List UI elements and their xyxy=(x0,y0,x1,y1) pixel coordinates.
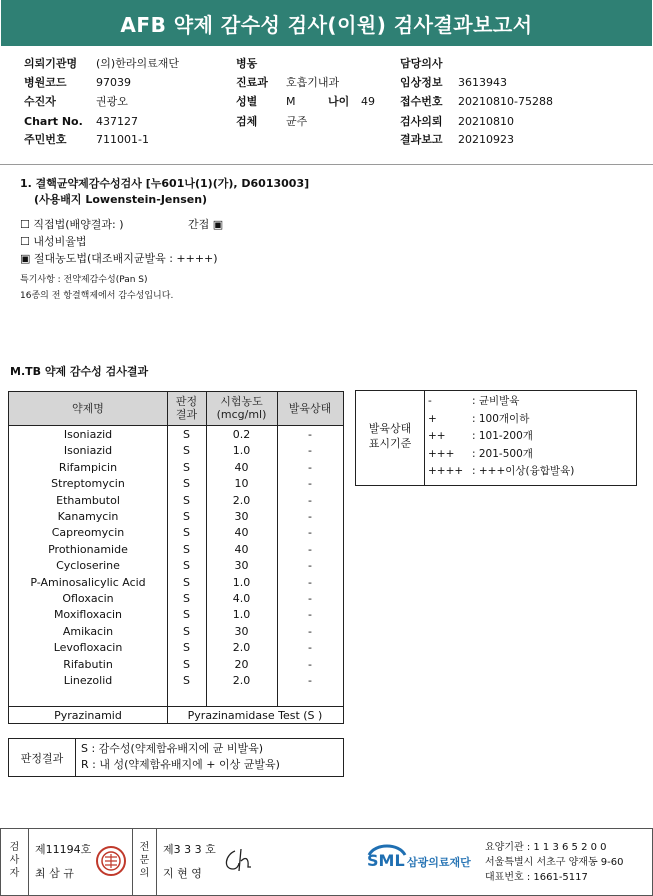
susceptibility-table xyxy=(8,391,344,724)
footer xyxy=(0,828,653,896)
legend-symbol: - xyxy=(428,395,432,407)
table-row xyxy=(9,673,345,689)
result-value: S xyxy=(183,477,190,491)
concentration-value: 40 xyxy=(234,542,249,556)
id-label: 주민번호 xyxy=(24,133,67,146)
growth-value: - xyxy=(308,559,312,573)
table-row xyxy=(9,607,345,623)
age-value: 49 xyxy=(361,95,375,108)
drug-name: Isoniazid xyxy=(63,428,113,441)
concentration-value: 40 xyxy=(234,460,249,474)
specialist-label-text: 전문의 xyxy=(139,842,150,879)
request-label: 검사의뢰 xyxy=(400,115,443,128)
growth-value: - xyxy=(308,460,312,474)
header-divider xyxy=(9,425,343,426)
growth-value: - xyxy=(308,510,312,523)
special-note-detail: 16종의 전 항결핵제에서 감수성입니다. xyxy=(20,291,174,301)
clinical-label: 임상정보 xyxy=(400,76,443,89)
growth-value: - xyxy=(308,493,312,507)
examiner-label-text: 검사자 xyxy=(9,842,20,879)
concentration-value: 2.0 xyxy=(232,674,251,687)
drug-name: Moxifloxacin xyxy=(53,608,123,622)
specialist-label xyxy=(133,841,156,880)
examiner-label-cell xyxy=(1,829,29,895)
verdict-r-line: R : 내 성(약제함유배지에 + 이상 균발육) xyxy=(81,758,280,771)
drug-name: Ethambutol xyxy=(56,493,120,507)
table-row xyxy=(9,640,345,656)
section1-title: 1. 결핵균약제감수성검사 [누601나(1)(가), D6013003] xyxy=(20,177,310,190)
request-value: 20210810 xyxy=(458,115,514,128)
result-value: S xyxy=(183,526,190,540)
drug-name: Amikacin xyxy=(62,624,114,638)
drug-name: Isoniazid xyxy=(63,444,113,458)
drug-name: Streptomycin xyxy=(51,477,125,491)
table-row xyxy=(9,509,345,525)
examiner-label xyxy=(1,841,28,880)
legend-divider xyxy=(424,391,425,485)
proportion-method-checkbox: ☐ 내성비율법 xyxy=(20,235,87,248)
clinical-value: 3613943 xyxy=(458,76,507,89)
table-row xyxy=(9,476,345,492)
concentration-value: 1.0 xyxy=(232,444,251,458)
drug-name: Prothionamide xyxy=(48,542,128,556)
concentration-value: 30 xyxy=(234,510,249,523)
growth-value: - xyxy=(308,542,312,556)
report-date-label: 결과보고 xyxy=(400,133,443,146)
specialist-cell xyxy=(157,829,267,895)
result-value: S xyxy=(183,428,190,441)
result-value: S xyxy=(183,460,190,474)
col-header-result xyxy=(167,395,206,421)
col-header-result-line1: 판정 xyxy=(175,395,198,408)
legend-description: : 101-200개 xyxy=(472,430,533,442)
result-value: S xyxy=(183,510,190,523)
receipt-label: 접수번호 xyxy=(400,95,443,108)
result-value: S xyxy=(183,608,190,622)
specialist-license: 제3 3 3 호 xyxy=(163,843,216,856)
institution-value: (의)한라의료재단 xyxy=(96,57,179,70)
concentration-value: 4.0 xyxy=(232,592,251,605)
specimen-value: 균주 xyxy=(286,115,308,128)
divider xyxy=(0,164,653,165)
table-row xyxy=(9,575,345,591)
growth-value: - xyxy=(308,657,312,671)
legend-symbol: ++++ xyxy=(428,465,464,477)
examiner-cell xyxy=(29,829,133,895)
org-name: 삼광의료재단 xyxy=(407,856,471,869)
concentration-value: 2.0 xyxy=(232,641,251,655)
result-value: S xyxy=(183,542,190,556)
result-value: S xyxy=(183,493,190,507)
dept-value: 호흡기내과 xyxy=(286,76,340,89)
concentration-value: 30 xyxy=(234,624,249,638)
pza-drug: Pyrazinamid xyxy=(54,709,122,722)
result-value: S xyxy=(183,641,190,655)
result-value: S xyxy=(183,559,190,573)
org-code: 요양기관 : 1 1 3 6 5 2 0 0 xyxy=(485,842,607,853)
result-value: S xyxy=(183,674,190,687)
drug-name: Kanamycin xyxy=(57,510,119,523)
specialist-name: 지 현 영 xyxy=(163,867,202,880)
concentration-value: 30 xyxy=(234,559,249,573)
concentration-value: 20 xyxy=(234,657,249,671)
id-value: 711001-1 xyxy=(96,133,149,146)
indirect-method-checkbox: 간접 ▣ xyxy=(188,218,224,231)
growth-legend xyxy=(355,390,637,486)
concentration-value: 40 xyxy=(234,526,249,540)
section1-medium: (사용배지 Lowenstein-Jensen) xyxy=(34,193,208,206)
org-phone: 대표번호 : 1661-5117 xyxy=(485,872,588,883)
result-value: S xyxy=(183,592,190,605)
direct-method-checkbox: ☐ 직접법(배양결과: ) xyxy=(20,218,124,231)
legend-description: : 201-500개 xyxy=(472,447,533,460)
table-row xyxy=(9,427,345,443)
legend-description: : 균비발육 xyxy=(472,395,520,407)
drug-name: Rifabutin xyxy=(63,657,113,671)
table-row xyxy=(9,443,345,459)
ward-label: 병동 xyxy=(236,57,258,70)
specimen-label: 검체 xyxy=(236,115,258,128)
col-header-result-line2: 결과 xyxy=(175,408,198,421)
legend-symbol: ++ xyxy=(428,430,446,442)
legend-title-line2: 표시기준 xyxy=(368,437,412,450)
drug-name: Cycloserine xyxy=(56,559,120,573)
dept-label: 진료과 xyxy=(236,76,268,89)
col-header-conc xyxy=(206,395,277,421)
table-row xyxy=(9,493,345,509)
table-row xyxy=(9,591,345,607)
hospital-code-label: 병원코드 xyxy=(24,76,67,89)
verdict-box xyxy=(8,738,344,777)
table-row xyxy=(9,624,345,640)
org-address: 서울특별시 서초구 양재동 9-60 xyxy=(485,857,624,868)
col-header-conc-line1: 시험농도 xyxy=(220,395,263,408)
table-row xyxy=(9,657,345,673)
growth-value: - xyxy=(308,575,312,589)
table-row xyxy=(9,542,345,558)
result-value: S xyxy=(183,575,190,589)
drug-name: Ofloxacin xyxy=(62,592,114,605)
report-title: AFB 약제 감수성 검사(이원) 검사결과보고서 xyxy=(1,0,652,46)
drug-name: Rifampicin xyxy=(58,460,118,474)
drug-name: P-Aminosalicylic Acid xyxy=(30,575,146,589)
verdict-divider xyxy=(75,739,76,776)
table-row xyxy=(9,525,345,541)
concentration-value: 0.2 xyxy=(232,428,251,441)
growth-value: - xyxy=(308,674,312,687)
table-section-title: M.TB 약제 감수성 검사결과 xyxy=(10,365,149,378)
hospital-code-value: 97039 xyxy=(96,76,131,89)
growth-value: - xyxy=(308,477,312,491)
verdict-label: 판정결과 xyxy=(20,752,64,765)
col-header-growth: 발육상태 xyxy=(288,402,332,415)
drug-name: Capreomycin xyxy=(51,526,125,540)
concentration-value: 1.0 xyxy=(232,608,251,622)
growth-value: - xyxy=(308,444,312,458)
result-value: S xyxy=(183,657,190,671)
legend-symbol: +++ xyxy=(428,447,455,460)
absolute-method-checkbox: ▣ 절대농도법(대조배지균발육 : ++++) xyxy=(20,252,218,265)
doctor-label: 담당의사 xyxy=(400,57,443,70)
verdict-s-line: S : 감수성(약제함유배지에 균 비발육) xyxy=(81,742,264,755)
sex-value: M xyxy=(286,95,296,108)
report-date-value: 20210923 xyxy=(458,133,514,146)
drug-name: Levofloxacin xyxy=(53,641,123,655)
growth-value: - xyxy=(308,641,312,655)
col-header-drug: 약제명 xyxy=(72,402,104,415)
drug-name: Linezolid xyxy=(63,674,113,687)
concentration-value: 1.0 xyxy=(232,575,251,589)
pza-result: Pyrazinamidase Test (S ) xyxy=(187,709,323,722)
growth-value: - xyxy=(308,526,312,540)
result-value: S xyxy=(183,624,190,638)
pza-divider xyxy=(9,706,343,707)
org-logo-text: SML xyxy=(367,851,405,870)
growth-value: - xyxy=(308,428,312,441)
legend-description: : 100개이하 xyxy=(472,412,530,425)
signature-icon xyxy=(221,845,261,875)
examiner-name: 최 삼 규 xyxy=(35,867,74,880)
legend-symbol: + xyxy=(428,412,437,425)
legend-description: : +++이상(융합발육) xyxy=(472,465,575,477)
special-note: 특기사항 : 전약제감수성(Pan S) xyxy=(20,275,148,285)
result-value: S xyxy=(183,444,190,458)
institution-label: 의뢰기관명 xyxy=(24,57,78,70)
table-row xyxy=(9,460,345,476)
growth-value: - xyxy=(308,608,312,622)
growth-value: - xyxy=(308,592,312,605)
specialist-label-cell xyxy=(133,829,157,895)
chart-value: 437127 xyxy=(96,115,138,128)
sex-label: 성별 xyxy=(236,95,258,108)
concentration-value: 2.0 xyxy=(232,493,251,507)
legend-title-line1: 발육상태 xyxy=(368,422,412,435)
table-row xyxy=(9,558,345,574)
recipient-value: 권광오 xyxy=(96,95,128,108)
col-header-conc-line2: (mcg/ml) xyxy=(216,408,267,421)
chart-label: Chart No. xyxy=(24,115,83,128)
receipt-value: 20210810-75288 xyxy=(458,95,553,108)
official-seal-icon xyxy=(95,845,127,877)
recipient-label: 수진자 xyxy=(24,95,56,108)
growth-value: - xyxy=(308,624,312,638)
legend-title xyxy=(356,421,424,451)
concentration-value: 10 xyxy=(234,477,249,491)
examiner-license: 제11194호 xyxy=(35,843,92,856)
age-label: 나이 xyxy=(328,95,350,108)
